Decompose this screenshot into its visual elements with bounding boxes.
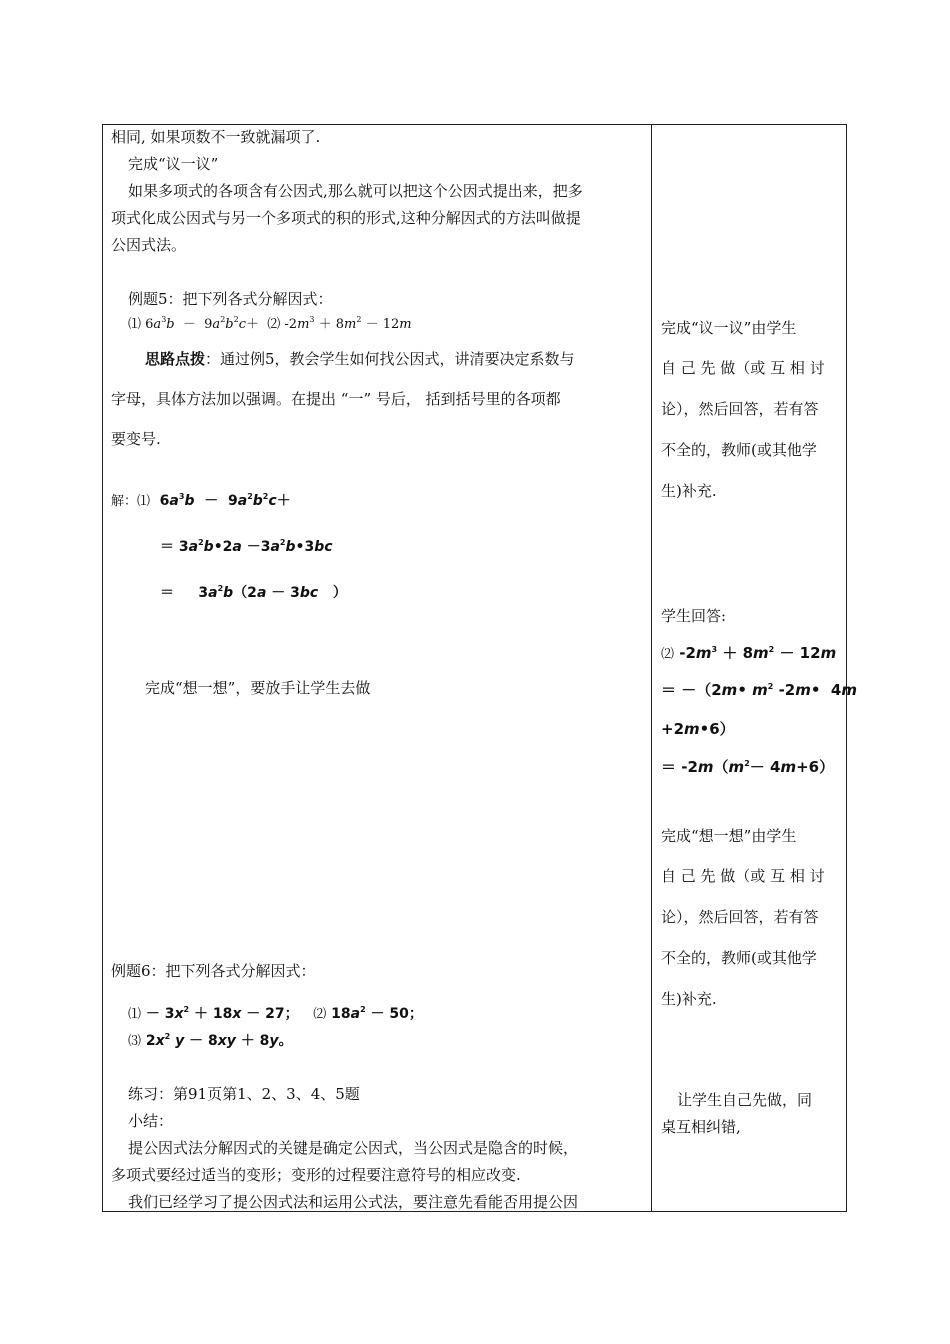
text-line: 完成“议一议” — [128, 155, 219, 173]
solution-line-3: ＝ $3a^2b(2a - 3bc$ ） — [160, 584, 347, 601]
example5-problems: ⑴ $6a^3b - 9a^2b^2c+$ ⑵ $-2m^3 + 8m^2 - 12m$ — [128, 315, 412, 332]
note-line: 论），然后回答，若有答 — [661, 400, 819, 418]
answer-line-3: +2m•6） — [661, 720, 735, 738]
text-line: 公因式法。 — [111, 236, 187, 254]
answer-title: 学生回答: — [661, 607, 727, 625]
problem-number: ⑵ — [661, 647, 675, 662]
problem-number: ⑴ — [128, 1007, 142, 1022]
text-line: 提公因式法分解因式的关键是确定公因式，当公因式是隐含的时候， — [128, 1139, 579, 1157]
example6-title: 例题6：把下列各式分解因式： — [111, 962, 316, 980]
problem-number: ⑴ — [128, 317, 142, 332]
text-line: 要变号. — [111, 430, 161, 448]
note-line: 不全的，教师(或其他学 — [661, 949, 817, 967]
solution-line-2: ＝ $3a^2b•2a$ $-3a^2b•3bc$ — [160, 538, 333, 555]
text-line: 多项式要经过适当的变形；变形的过程要注意符号的相应改变. — [111, 1166, 521, 1184]
note-line: 完成“想一想”由学生 — [661, 827, 797, 845]
hint-line: 思路点拨：通过例5，教会学生如何找公因式，讲清要决定系数与 — [145, 350, 575, 368]
problem-number: ⑵ — [267, 317, 281, 332]
note-line: 自 己 先 做（或 互 相 讨 — [661, 867, 825, 885]
problem-number: ⑶ — [128, 1034, 142, 1049]
note-line: 自 己 先 做（或 互 相 讨 — [661, 359, 825, 377]
text-line: 我们已经学习了提公因式法和运用公式法，要注意先看能否用提公因 — [128, 1193, 579, 1211]
example6-problems-row1: ⑴ － $3x^2 + 18x - 27$； ⑵ $18a^2 - 50$； — [128, 1005, 423, 1022]
text-line: 相同, 如果项数不一致就漏项了. — [111, 128, 321, 146]
note-line: 完成“议一议”由学生 — [661, 319, 797, 337]
column-divider — [651, 124, 652, 1212]
think-instruction: 完成“想一想”，要放手让学生去做 — [145, 679, 371, 697]
answer-line-2: ＝ －（2m• $m^2$ -2m• 4m — [661, 681, 857, 699]
practice-line: 练习：第91页第1、2、3、4、5题 — [128, 1085, 360, 1103]
text-line: 项式化成公因式与另一个多项式的积的形式,这种分解因式的方法叫做提 — [111, 209, 581, 227]
text-line: 字母，具体方法加以强调。在提出 “一” 号后， 括到括号里的各项都 — [111, 390, 561, 408]
example5-title: 例题5：把下列各式分解因式： — [128, 290, 333, 308]
note-line: 桌互相纠错, — [661, 1118, 741, 1136]
solution-label: 解：⑴ — [111, 494, 151, 509]
note-line: 生)补充. — [661, 990, 717, 1008]
answer-line-4: ＝ $-2m(m^2- 4m+6)$ — [661, 758, 835, 776]
example6-problems-row2: ⑶ $2x^2$ y － 8xy ＋ 8y。 — [128, 1032, 293, 1049]
solution-line-1: 解：⑴ $6a^3b - 9a^2b^2c+$ — [111, 492, 291, 509]
note-line: 不全的，教师(或其他学 — [661, 441, 817, 459]
hint-label: 思路点拨 — [145, 350, 206, 368]
answer-line-1: ⑵ $-2m^3 + 8m^2 - 12m$ — [661, 644, 837, 662]
note-line: 生)补充. — [661, 482, 717, 500]
note-line: 论），然后回答，若有答 — [661, 908, 819, 926]
summary-label: 小结： — [128, 1112, 174, 1130]
problem-number: ⑵ — [313, 1007, 327, 1022]
note-line: 让学生自己先做，同 — [677, 1091, 813, 1109]
text-line: 如果多项式的各项含有公因式,那么就可以把这个公因式提出来，把多 — [128, 182, 583, 200]
